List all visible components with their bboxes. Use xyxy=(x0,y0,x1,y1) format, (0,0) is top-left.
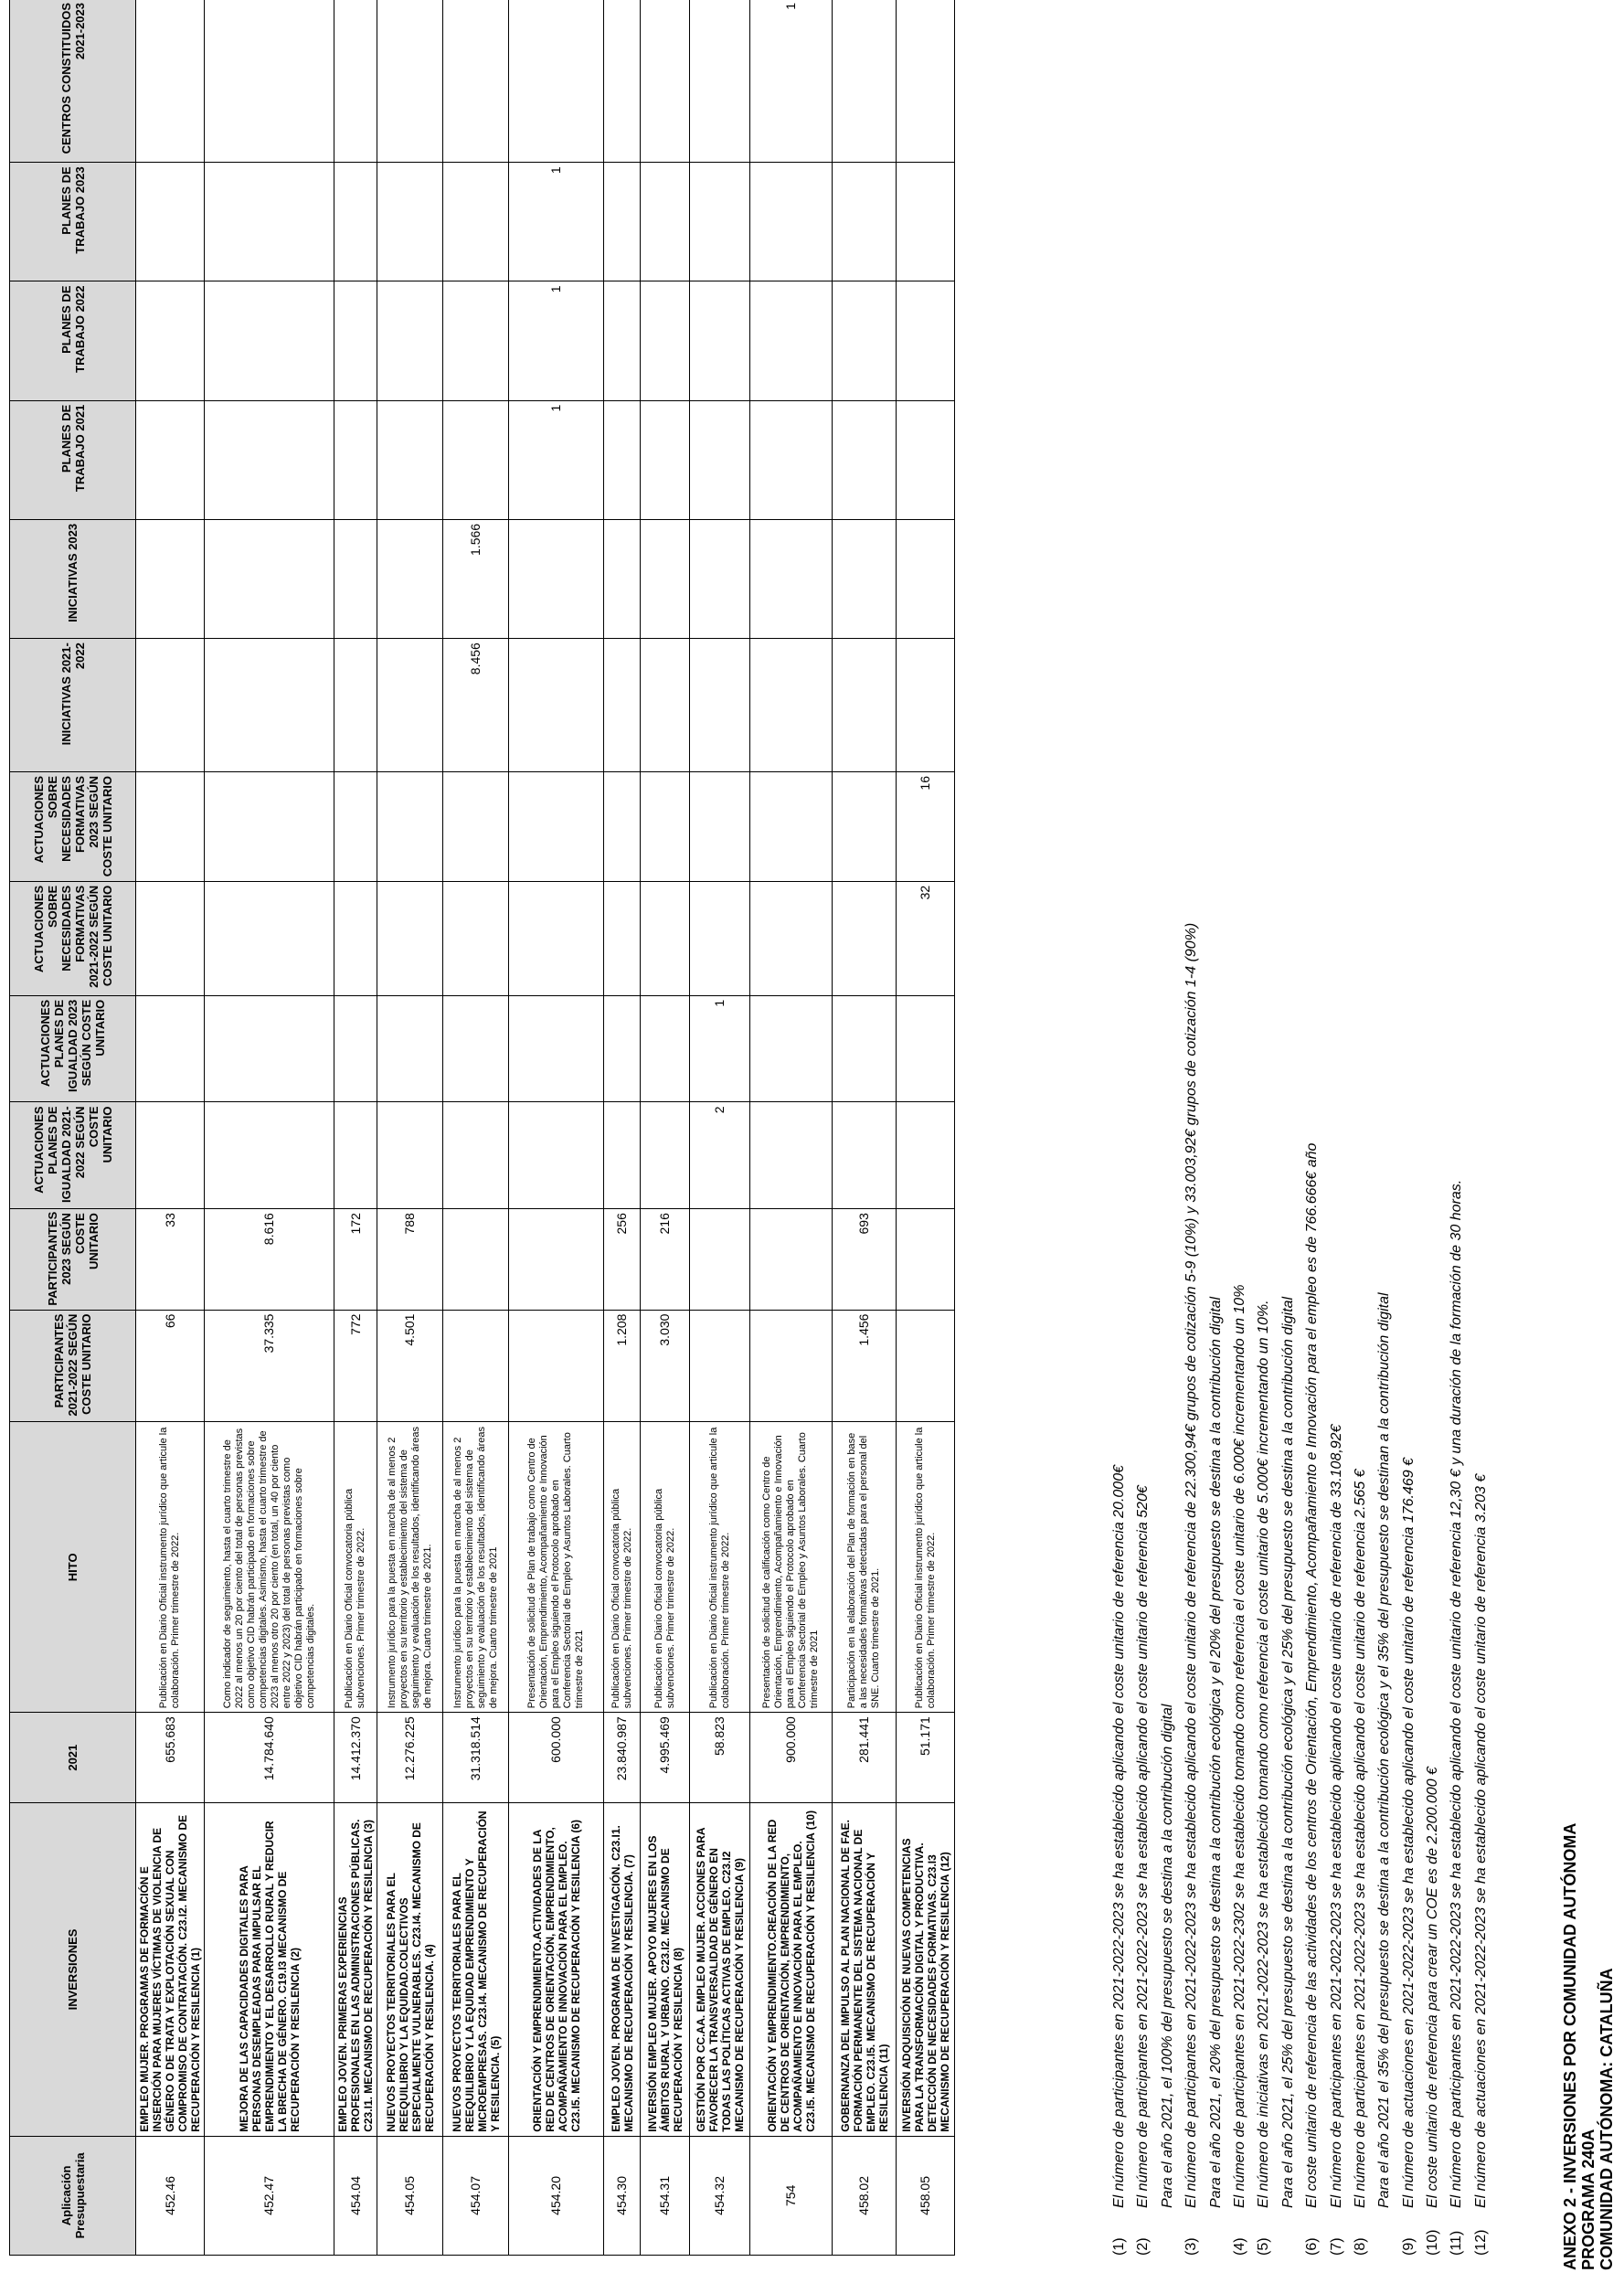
row-igualdad-2021-2022 xyxy=(641,1102,690,1209)
footnote-ref: (6) xyxy=(1304,2237,1321,2256)
row-2021: 4.995.469 xyxy=(641,1713,690,1803)
row-necesidades-2023 xyxy=(377,772,443,882)
footnote xyxy=(1300,16,1324,2256)
table-row xyxy=(205,0,334,2256)
row-planes-2023 xyxy=(377,163,443,281)
row-igualdad-2023 xyxy=(377,995,443,1102)
row-part-2023: 8.616 xyxy=(205,1209,334,1310)
row-2021: 655.683 xyxy=(136,1713,205,1803)
footnote-ref: (3) xyxy=(1184,2237,1200,2256)
col-igualdad-2021-2022: ACTUACIONES PLANES DE IGUALDAD 2021-2022 SEGÚN COSTE UNITARIO xyxy=(10,1102,136,1209)
footnote-text: Para el año 2021, el 100% del presupuesto se destina a la contribución digital xyxy=(1159,1704,1175,2208)
row-part-2021-2022: 772 xyxy=(334,1310,377,1422)
footnote-text: Para el año 2021, el 20% del presupuesto se destina a la contribución ecológica y el 20% del presupuesto se destina a la contribución digital xyxy=(1207,1296,1224,2208)
row-hito: Publicación en Diario Oficial convocatoria pública subvenciones. Primer trimestre de 2022. xyxy=(641,1422,690,1713)
row-iniciativas-2023 xyxy=(833,519,897,638)
row-igualdad-2021-2022 xyxy=(509,1102,604,1209)
row-app: 452.47 xyxy=(205,2136,334,2255)
row-iniciativas-2023 xyxy=(377,519,443,638)
row-centros xyxy=(690,0,750,163)
row-iniciativas-2021-2022 xyxy=(509,639,604,772)
row-investment: EMPLEO JOVEN. PRIMERAS EXPERIENCIAS PROFESIONALES EN LAS ADMINISTRACIONES PÚBLICAS. C23.I1. MECANISMO DE RECUPERACIÓN Y RESILENCIA (3) xyxy=(334,1803,377,2137)
row-necesidades-2021-2022 xyxy=(604,881,641,995)
footnote-text: El número de participantes en 2021-2022-2023 se ha establecido aplicando el coste unitario de referencia 12,30 € y una duración de la formación de 30 horas. xyxy=(1449,1179,1465,2208)
row-2021: 31.318.514 xyxy=(443,1713,509,1803)
row-planes-2023 xyxy=(690,163,750,281)
row-part-2023: 788 xyxy=(377,1209,443,1310)
footnote xyxy=(1397,16,1421,2256)
row-2021: 14.412.370 xyxy=(334,1713,377,1803)
row-investment: GESTIÓN POR CC.AA. EMPLEO MUJER. ACCIONES PARA FAVORECER LA TRANSVERSALIDAD DE GÉNERO EN TODAS LAS POLÍTICAS ACTIVAS DE EMPLEO. C23.I2 MECANISMO DE RECUPERACIÓN Y RESILENCIA (9) xyxy=(690,1803,750,2137)
row-app: 458.05 xyxy=(897,2136,955,2255)
row-igualdad-2023 xyxy=(750,995,833,1102)
row-igualdad-2021-2022 xyxy=(334,1102,377,1209)
footnote-ref: (2) xyxy=(1135,2237,1152,2256)
row-part-2021-2022: 1.456 xyxy=(833,1310,897,1422)
row-iniciativas-2021-2022 xyxy=(750,639,833,772)
row-igualdad-2023 xyxy=(443,995,509,1102)
investments-table xyxy=(9,0,955,2256)
row-planes-2021 xyxy=(136,400,205,519)
row-iniciativas-2023 xyxy=(750,519,833,638)
row-planes-2023: 1 xyxy=(509,163,604,281)
row-centros xyxy=(897,0,955,163)
row-2021: 51.171 xyxy=(897,1713,955,1803)
footnote-text: El número de participantes en 2021-2022-2023 se ha establecido aplicando el coste unitario de referencia de 33.108,92€ xyxy=(1328,1424,1344,2208)
row-planes-2022 xyxy=(897,281,955,400)
row-part-2023 xyxy=(509,1209,604,1310)
footnote xyxy=(1470,16,1493,2256)
footnote-ref: (10) xyxy=(1425,2229,1441,2256)
row-planes-2021 xyxy=(604,400,641,519)
row-part-2021-2022: 4.501 xyxy=(377,1310,443,1422)
col-iniciativas-2023: INICIATIVAS 2023 xyxy=(10,519,136,638)
row-planes-2023 xyxy=(334,163,377,281)
row-2021: 281.441 xyxy=(833,1713,897,1803)
footnote xyxy=(1131,16,1155,2256)
col-iniciativas-2021-2022: INICIATIVAS 2021-2022 xyxy=(10,639,136,772)
col-inversiones: INVERSIONES xyxy=(10,1803,136,2137)
page-header xyxy=(1561,1823,1616,2270)
row-iniciativas-2023 xyxy=(641,519,690,638)
col-part-2023: PARTICIPANTES 2023 SEGÚN COSTE UNITARIO xyxy=(10,1209,136,1310)
footnote-ref: (4) xyxy=(1231,2237,1247,2256)
footnote xyxy=(1252,16,1276,2256)
row-igualdad-2021-2022 xyxy=(443,1102,509,1209)
row-necesidades-2021-2022 xyxy=(334,881,377,995)
row-iniciativas-2023 xyxy=(604,519,641,638)
row-planes-2022 xyxy=(377,281,443,400)
row-iniciativas-2023 xyxy=(690,519,750,638)
row-iniciativas-2023 xyxy=(136,519,205,638)
table-row xyxy=(750,0,833,2256)
table-row xyxy=(509,0,604,2256)
row-investment: NUEVOS PROYECTOS TERRITORIALES PARA EL REEQUILIBRIO Y LA EQUIDAD EMPRENDIMIENTO Y MICROEMPRESAS. C23.I4. MECANISMO DE RECUPERACIÓN Y RESILENCIA. (5) xyxy=(443,1803,509,2137)
row-centros xyxy=(641,0,690,163)
row-app: 754 xyxy=(750,2136,833,2255)
row-necesidades-2023 xyxy=(509,772,604,882)
footnote-ref: (9) xyxy=(1400,2237,1417,2256)
table-row xyxy=(604,0,641,2256)
row-hito: Publicación en Diario Oficial instrumento jurídico que articule la colaboración. Primer trimestre de 2022. xyxy=(136,1422,205,1713)
header-row xyxy=(10,0,136,2256)
row-iniciativas-2023 xyxy=(205,519,334,638)
footnote-text: El número de actuaciones en 2021-2022-2023 se ha establecido aplicando el coste unitario de referencia 3.203 € xyxy=(1472,1473,1489,2208)
row-hito: Instrumento jurídico para la puesta en marcha de al menos 2 proyectos en su territorio y establecimiento del sistema de seguimiento y evaluación de los resultados, identificando áreas de mejora. Cuarto trimestre de 2021 xyxy=(443,1422,509,1713)
row-iniciativas-2023 xyxy=(509,519,604,638)
footnote-ref: (7) xyxy=(1328,2237,1344,2256)
footnote xyxy=(1156,16,1180,2256)
row-planes-2021 xyxy=(377,400,443,519)
row-2021: 58.823 xyxy=(690,1713,750,1803)
col-2021: 2021 xyxy=(10,1713,136,1803)
col-planes-2021: PLANES DE TRABAJO 2021 xyxy=(10,400,136,519)
row-iniciativas-2023 xyxy=(897,519,955,638)
row-iniciativas-2021-2022 xyxy=(833,639,897,772)
col-igualdad-2023: ACTUACIONES PLANES DE IGUALDAD 2023 SEGÚN COSTE UNITARIO xyxy=(10,995,136,1102)
row-hito: Presentación de solicitud de Plan de trabajo como Centro de Orientación, Emprendimiento, Acompañamiento e Innovación para el Empleo siguiendo el Protocolo aprobado en Conferencia Sectorial de Empleo y Asuntos Laborales. Cuarto trimestre de 2021 xyxy=(509,1422,604,1713)
row-2021: 12.276.225 xyxy=(377,1713,443,1803)
col-app: Aplicación Presupuestaria xyxy=(10,2136,136,2255)
table-row xyxy=(897,0,955,2256)
row-igualdad-2021-2022: 2 xyxy=(690,1102,750,1209)
row-iniciativas-2021-2022 xyxy=(136,639,205,772)
row-igualdad-2021-2022 xyxy=(897,1102,955,1209)
table-row xyxy=(833,0,897,2256)
row-planes-2023 xyxy=(136,163,205,281)
row-igualdad-2021-2022 xyxy=(750,1102,833,1209)
footnote xyxy=(1373,16,1396,2256)
col-planes-2022: PLANES DE TRABAJO 2022 xyxy=(10,281,136,400)
footnote-text: El número de participantes en 2021-2022-2302 se ha establecido tomando como referencia el coste unitario de 6.000€ incrementando un 10% xyxy=(1231,1284,1247,2208)
footnote-text: El número de iniciativas en 2021-2022-2023 se ha establecido tomando como referencia el coste unitario de 5.000€ incrementando un 10%. xyxy=(1256,1300,1272,2208)
row-part-2021-2022: 1.208 xyxy=(604,1310,641,1422)
row-investment: NUEVOS PROYECTOS TERRITORIALES PARA EL REEQUILIBRIO Y LA EQUIDAD.COLECTIVOS ESPECIALMENTE VULNERABLES. C23.I4. MECANISMO DE RECUPERACIÓN Y RESILENCIA. (4) xyxy=(377,1803,443,2137)
row-hito: Presentación de solicitud de calificación como Centro de Orientación, Emprendimiento, Acompañamiento e Innovación para el Empleo siguiendo el Protocolo aprobado en Conferencia Sectorial de Empleo y Asuntos Laborales. Cuarto trimestre de 2021 xyxy=(750,1422,833,1713)
row-planes-2023 xyxy=(897,163,955,281)
annex-title: ANEXO 2 - INVERSIONES POR COMUNIDAD AUTÓNOMA xyxy=(1561,1822,1579,2270)
row-app: 454.30 xyxy=(604,2136,641,2255)
col-planes-2023: PLANES DE TRABAJO 2023 xyxy=(10,163,136,281)
row-iniciativas-2021-2022 xyxy=(897,639,955,772)
row-necesidades-2021-2022 xyxy=(750,881,833,995)
table-body xyxy=(136,0,955,2256)
row-igualdad-2023 xyxy=(205,995,334,1102)
footnote xyxy=(1180,16,1204,2256)
row-necesidades-2023 xyxy=(750,772,833,882)
row-investment: INVERSIÓN EMPLEO MUJER. APOYO MUJERES EN LOS ÁMBITOS RURAL Y URBANO. C23.I2. MECANISMO DE RECUPERACIÓN Y RESILENCIA (8) xyxy=(641,1803,690,2137)
row-hito: Publicación en Diario Oficial instrumento jurídico que articule la colaboración. Primer trimestre de 2022. xyxy=(690,1422,750,1713)
row-planes-2021 xyxy=(641,400,690,519)
footnote-text: Para el año 2021 el 35% del presupuesto se destina a la contribución ecológica y el 35% del presupuesto se destinan a la contribución digital xyxy=(1376,1292,1393,2208)
row-necesidades-2023 xyxy=(641,772,690,882)
table-row xyxy=(443,0,509,2256)
col-hito: HITO xyxy=(10,1422,136,1713)
row-part-2023 xyxy=(690,1209,750,1310)
row-igualdad-2023 xyxy=(604,995,641,1102)
row-planes-2023 xyxy=(641,163,690,281)
row-centros xyxy=(604,0,641,163)
row-iniciativas-2021-2022 xyxy=(334,639,377,772)
row-centros xyxy=(509,0,604,163)
row-igualdad-2023 xyxy=(136,995,205,1102)
row-planes-2023 xyxy=(443,163,509,281)
row-planes-2023 xyxy=(205,163,334,281)
row-igualdad-2021-2022 xyxy=(377,1102,443,1209)
row-planes-2021: 1 xyxy=(509,400,604,519)
row-investment: GOBERNANZA DEL IMPULSO AL PLAN NACIONAL DE FAE. FORMACIÓN PERMANENTE DEL SISTEMA NACIONAL DE EMPLEO. C23.I5. MECANISMO DE RECUPERACIÓN Y RESILENCIA (11) xyxy=(833,1803,897,2137)
row-necesidades-2023 xyxy=(205,772,334,882)
row-part-2021-2022: 37.335 xyxy=(205,1310,334,1422)
row-igualdad-2021-2022 xyxy=(205,1102,334,1209)
row-centros: 1 xyxy=(750,0,833,163)
table-row xyxy=(334,0,377,2256)
row-2021: 23.840.987 xyxy=(604,1713,641,1803)
footnote-text: El coste unitario de referencia para crear un COE es de 2.200.000 € xyxy=(1425,1767,1441,2208)
row-planes-2021 xyxy=(690,400,750,519)
program-label: PROGRAMA 240A xyxy=(1579,2129,1597,2270)
row-part-2023: 172 xyxy=(334,1209,377,1310)
row-investment: EMPLEO MUJER. PROGRAMAS DE FORMACIÓN E INSERCIÓN PARA MUJERES VÍCTIMAS DE VIOLENCIA DE GÉNERO O DE TRATA Y EXPLOTACIÓN SEXUAL CON COMPROMISO DE CONTRATACIÓN. C23.I2. MECANISMO DE RECUPERACIÓN Y RESILENCIA (1) xyxy=(136,1803,205,2137)
row-centros xyxy=(334,0,377,163)
footnote xyxy=(1228,16,1252,2256)
row-part-2023: 33 xyxy=(136,1209,205,1310)
row-part-2023 xyxy=(750,1209,833,1310)
footnote xyxy=(1205,16,1228,2256)
row-iniciativas-2023 xyxy=(334,519,377,638)
row-planes-2022 xyxy=(205,281,334,400)
col-necesidades-2023: ACTUACIONES SOBRE NECESIDADES FORMATIVAS 2023 SEGÚN COSTE UNITARIO xyxy=(10,772,136,882)
row-part-2021-2022 xyxy=(509,1310,604,1422)
row-planes-2021 xyxy=(750,400,833,519)
footnote-text: El número de actuaciones en 2021-2022-2023 se ha establecido aplicando el coste unitario de referencia 176.469 € xyxy=(1400,1457,1417,2208)
row-igualdad-2021-2022 xyxy=(833,1102,897,1209)
row-hito: Como indicador de seguimiento, hasta el cuarto trimestre de 2022 al menos un 20 por ciento del total de personas previstas como objetivo CID habrán participado en formaciones sobre competencias digitales. Asimismo, hasta el cuarto trimestre de 2023 al menos otro 20 por ciento (en total, un 40 por ciento entre 2022 y 2023) del total de personas previstas como objetivo CID habrán participado en formaciones sobre competencias digitales. xyxy=(205,1422,334,1713)
row-app: 454.05 xyxy=(377,2136,443,2255)
table-row xyxy=(136,0,205,2256)
row-planes-2022 xyxy=(334,281,377,400)
row-planes-2022 xyxy=(833,281,897,400)
row-igualdad-2023 xyxy=(641,995,690,1102)
row-iniciativas-2021-2022 xyxy=(377,639,443,772)
row-iniciativas-2021-2022 xyxy=(690,639,750,772)
row-part-2023: 693 xyxy=(833,1209,897,1310)
row-necesidades-2023 xyxy=(334,772,377,882)
row-iniciativas-2021-2022 xyxy=(205,639,334,772)
row-hito: Instrumento jurídico para la puesta en marcha de al menos 2 proyectos en su territorio y establecimiento del sistema de seguimiento y evaluación de los resultados, identificando áreas de mejora. Cuarto trimestre de 2021. xyxy=(377,1422,443,1713)
row-iniciativas-2021-2022 xyxy=(604,639,641,772)
row-investment: INVERSIÓN ADQUISICIÓN DE NUEVAS COMPETENCIAS PARA LA TRANSFORMACIÓN DIGITAL Y PRODUCTIVA. DETECCIÓN DE NECESIDADES FORMATIVAS. C23.I3 MECANISMO DE RECUPERACIÓN Y RESILENCIA (12) xyxy=(897,1803,955,2137)
row-centros xyxy=(833,0,897,163)
row-igualdad-2023 xyxy=(509,995,604,1102)
row-planes-2021 xyxy=(833,400,897,519)
footnote-ref: (12) xyxy=(1472,2229,1489,2256)
row-part-2023: 256 xyxy=(604,1209,641,1310)
row-part-2021-2022: 3.030 xyxy=(641,1310,690,1422)
row-part-2023 xyxy=(443,1209,509,1310)
footnote-ref: (11) xyxy=(1449,2230,1465,2256)
col-necesidades-2021-2022: ACTUACIONES SOBRE NECESIDADES FORMATIVAS 2021-2022 SEGÚN COSTE UNITARIO xyxy=(10,881,136,995)
row-part-2021-2022: 66 xyxy=(136,1310,205,1422)
row-necesidades-2021-2022 xyxy=(443,881,509,995)
row-planes-2023 xyxy=(750,163,833,281)
row-necesidades-2023: 16 xyxy=(897,772,955,882)
row-planes-2021 xyxy=(443,400,509,519)
footnote xyxy=(1421,16,1445,2256)
footnote-ref: (8) xyxy=(1352,2237,1368,2256)
row-planes-2022 xyxy=(750,281,833,400)
row-app: 454.04 xyxy=(334,2136,377,2255)
row-iniciativas-2021-2022: 8.456 xyxy=(443,639,509,772)
footnote-text: El coste unitario de referencia de las actividades de los centros de Orientación, Emprendimiento, Acompañamiento e Innovación para el empleo es de 766.666€ año xyxy=(1304,1142,1321,2208)
row-2021: 900.000 xyxy=(750,1713,833,1803)
row-hito: Publicación en Diario Oficial convocatoria pública subvenciones. Primer trimestre de 2022. xyxy=(334,1422,377,1713)
row-igualdad-2023: 1 xyxy=(690,995,750,1102)
row-app: 454.20 xyxy=(509,2136,604,2255)
row-app: 454.32 xyxy=(690,2136,750,2255)
row-planes-2021 xyxy=(334,400,377,519)
row-igualdad-2021-2022 xyxy=(604,1102,641,1209)
row-iniciativas-2023: 1.566 xyxy=(443,519,509,638)
row-centros xyxy=(377,0,443,163)
footnotes xyxy=(1108,16,1493,2256)
row-planes-2022 xyxy=(690,281,750,400)
row-planes-2021 xyxy=(205,400,334,519)
row-necesidades-2021-2022 xyxy=(377,881,443,995)
row-part-2021-2022 xyxy=(897,1310,955,1422)
row-investment: ORIENTACIÓN Y EMPRENDIMIENTO.ACTIVIDADES DE LA RED DE CENTROS DE ORIENTACIÓN, EMPRENDIMIENTO, ACOMPAÑAMIENTO E INNOVACIÓN PARA EL EMPLEO. C23.I5. MECANISMO DE RECUPERACIÓN Y RESILENCIA (6) xyxy=(509,1803,604,2137)
row-part-2023 xyxy=(897,1209,955,1310)
row-planes-2022 xyxy=(641,281,690,400)
row-part-2023: 216 xyxy=(641,1209,690,1310)
row-necesidades-2021-2022 xyxy=(509,881,604,995)
row-planes-2022 xyxy=(443,281,509,400)
row-necesidades-2023 xyxy=(833,772,897,882)
footnote-ref: (5) xyxy=(1256,2237,1272,2256)
row-centros xyxy=(136,0,205,163)
row-part-2021-2022 xyxy=(690,1310,750,1422)
row-investment: EMPLEO JOVEN. PROGRAMA DE INVESTIGACIÓN. C23.I1. MECANISMO DE RECUPERACIÓN Y RESILENCIA. (7) xyxy=(604,1803,641,2137)
row-necesidades-2021-2022 xyxy=(833,881,897,995)
row-necesidades-2023 xyxy=(136,772,205,882)
row-necesidades-2023 xyxy=(443,772,509,882)
row-hito: Participación en la elaboración del Plan de formación en base a las necesidades formativas detectadas para el personal del SNE. Cuarto trimestre de 2021. xyxy=(833,1422,897,1713)
row-planes-2021 xyxy=(897,400,955,519)
footnote-text: El número de participantes en 2021-2022-2023 se ha establecido aplicando el coste unitario de referencia 520€ xyxy=(1135,1485,1152,2208)
row-app: 454.07 xyxy=(443,2136,509,2255)
row-part-2021-2022 xyxy=(750,1310,833,1422)
row-planes-2022 xyxy=(136,281,205,400)
row-igualdad-2023 xyxy=(897,995,955,1102)
col-centros: CENTROS CONSTITUIDOS 2021-2023 xyxy=(10,0,136,163)
community-label: COMUNIDAD AUTÓNOMA: CATALUÑA xyxy=(1597,1968,1616,2270)
row-igualdad-2023 xyxy=(833,995,897,1102)
row-investment: ORIENTACIÓN Y EMPRENDIMIENTO.CREACIÓN DE LA RED DE CENTROS DE ORIENTACIÓN, EMPRENDIMIENTO, ACOMPAÑAMIENTO E INNOVACIÓN PARA EL EMPLEO. C23.I5. MECANISMO DE RECUPERACIÓN Y RESILIENCIA (10) xyxy=(750,1803,833,2137)
row-app: 454.31 xyxy=(641,2136,690,2255)
footnote xyxy=(1108,16,1131,2256)
footnote xyxy=(1325,16,1349,2256)
footnote-text: El número de participantes en 2021-2022-2023 se ha establecido aplicando el coste unitario de referencia 20.000€ xyxy=(1111,1465,1127,2208)
row-planes-2022 xyxy=(604,281,641,400)
row-necesidades-2021-2022 xyxy=(690,881,750,995)
row-iniciativas-2021-2022 xyxy=(641,639,690,772)
row-necesidades-2023 xyxy=(604,772,641,882)
table-row xyxy=(641,0,690,2256)
row-2021: 600.000 xyxy=(509,1713,604,1803)
footnote xyxy=(1349,16,1373,2256)
row-hito: Publicación en Diario Oficial convocatoria pública subvenciones. Primer trimestre de 2022. xyxy=(604,1422,641,1713)
row-part-2021-2022 xyxy=(443,1310,509,1422)
footnote-ref: (1) xyxy=(1111,2237,1127,2256)
row-necesidades-2021-2022 xyxy=(136,881,205,995)
row-2021: 14.784.640 xyxy=(205,1713,334,1803)
row-centros xyxy=(205,0,334,163)
footnote xyxy=(1445,16,1469,2256)
row-necesidades-2021-2022 xyxy=(205,881,334,995)
row-necesidades-2021-2022 xyxy=(641,881,690,995)
col-part-2021-2022: PARTICIPANTES 2021-2022 SEGÚN COSTE UNITARIO xyxy=(10,1310,136,1422)
row-igualdad-2023 xyxy=(334,995,377,1102)
table-row xyxy=(690,0,750,2256)
row-planes-2022: 1 xyxy=(509,281,604,400)
row-planes-2023 xyxy=(833,163,897,281)
row-planes-2023 xyxy=(604,163,641,281)
row-necesidades-2021-2022: 32 xyxy=(897,881,955,995)
footnote-text: El número de participantes en 2021-2022-2023 se ha establecido aplicando el coste unitario de referencia 2.565 € xyxy=(1352,1469,1368,2208)
row-centros xyxy=(443,0,509,163)
row-necesidades-2023 xyxy=(690,772,750,882)
footnote-text: Para el año 2021, el 25% del presupuesto se destina a la contribución ecológica y el 25% del presupuesto se destina a la contribución digital xyxy=(1279,1296,1296,2208)
footnote-text: El número de participantes en 2021-2022-2023 se ha establecido aplicando el coste unitario de referencia de 22.300,94€ grupos de cotización 5-9 (10%) y 33.003,92€ grupos de cotización 1-4 (90%) xyxy=(1184,922,1200,2208)
row-hito: Publicación en Diario Oficial instrumento jurídico que articule la colaboración. Primer trimestre de 2022. xyxy=(897,1422,955,1713)
table-row xyxy=(377,0,443,2256)
row-app: 458.02 xyxy=(833,2136,897,2255)
row-igualdad-2021-2022 xyxy=(136,1102,205,1209)
row-app: 452.46 xyxy=(136,2136,205,2255)
footnote xyxy=(1277,16,1300,2256)
row-investment: MEJORA DE LAS CAPACIDADES DIGITALES PARA PERSONAS DESEMPLEADAS PARA IMPULSAR EL EMPRENDIMIENTO Y EL DESARROLLO RURAL Y REDUCIR LA BRECHA DE GÉNERO. C19.I3 MECANISMO DE RECUPERACIÓN Y RESILENCIA (2) xyxy=(205,1803,334,2137)
